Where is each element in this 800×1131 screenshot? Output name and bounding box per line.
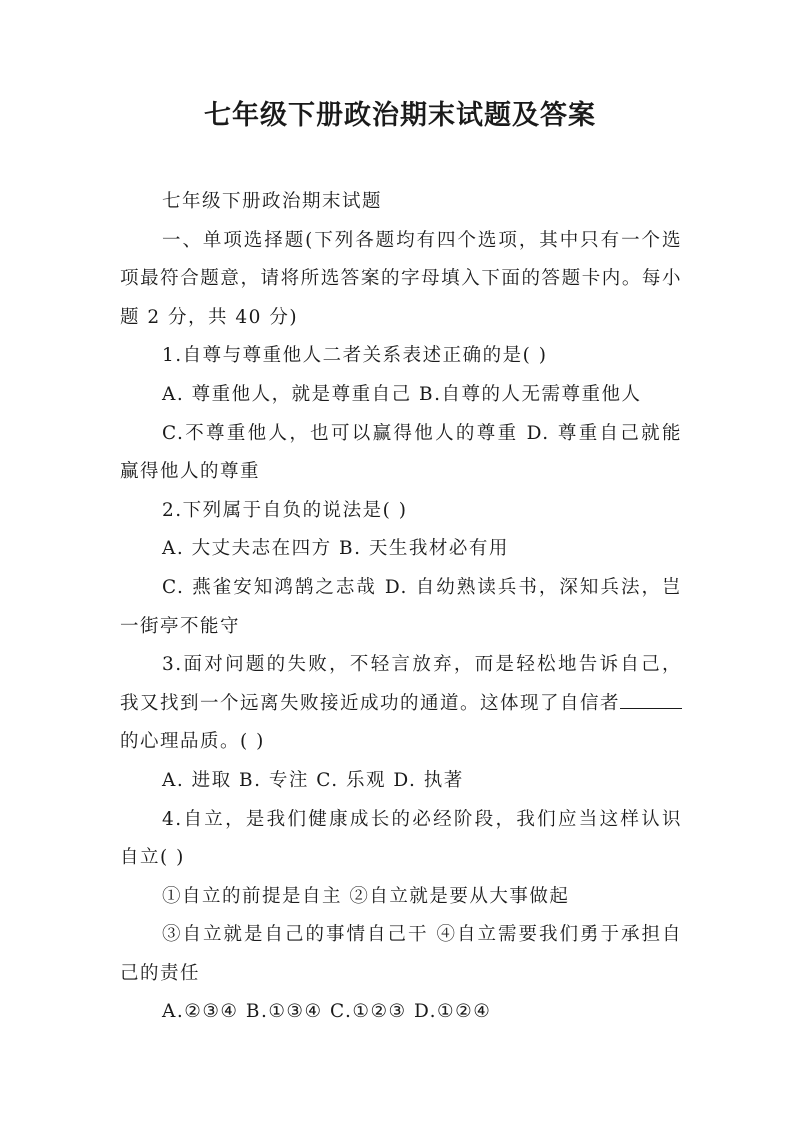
question-1-stem: 1.自尊与尊重他人二者关系表述正确的是( ) [162,345,548,367]
question-2-options-ab: A. 大丈夫志在四方 B. 天生我材必有用 [162,538,509,560]
question-1-options-cd: C.不尊重他人，也可以赢得他人的尊重 D. 尊重自己就能赢得他人的尊重 [120,422,682,483]
question-3-stem-text: 3.面对问题的失败，不轻言放弃，而是轻松地告诉自己，我又找到一个远离失败接近成功的通道。这体现了自信者 [120,654,682,714]
question-2-options-cd: C. 燕雀安知鸿鹄之志哉 D. 自幼熟读兵书，深知兵法，岂一街亭不能守 [120,576,682,637]
question-1-options-ab: A. 尊重他人，就是尊重自己 B.自尊的人无需尊重他人 [162,383,642,405]
question-4-statements-34: ③自立就是自己的事情自己干 ④自立需要我们勇于承担自己的责任 [120,924,682,984]
answer-blank [620,688,682,709]
question-3-options: A. 进取 B. 专注 C. 乐观 D. 执著 [162,769,464,791]
question-4-statements-12: ①自立的前提是自主 ②自立就是要从大事做起 [162,885,570,907]
section-instructions: 一、单项选择题(下列各题均有四个选项，其中只有一个选项最符合题意，请将所选答案的字母填入下面的答题卡内。每小题 2 分，共 40 分) [120,229,682,328]
document-title: 七年级下册政治期末试题及答案 [204,100,596,131]
question-3-stem-tail: 的心理品质。( ) [120,731,265,753]
document-body [120,183,682,1032]
question-4-stem: 4.自立，是我们健康成长的必经阶段，我们应当这样认识自立( ) [120,808,682,869]
question-4-options: A.②③④ B.①③④ C.①②③ D.①②④ [162,1001,492,1023]
question-3-stem [120,646,682,762]
paper-subtitle: 七年级下册政治期末试题 [162,191,383,212]
question-2-stem: 2.下列属于自负的说法是( ) [162,499,408,521]
